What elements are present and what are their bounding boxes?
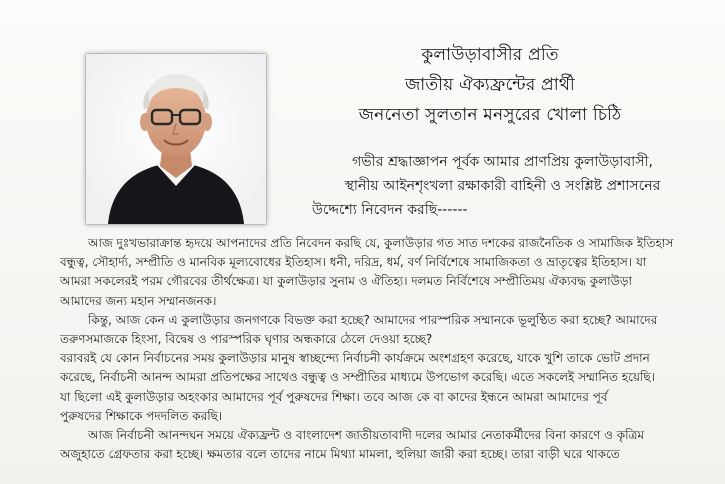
body-line: তরুণসমাজকে হিংসা, বিদ্বেষ ও পারস্পরিক ঘৃণার অন্ধকারে ঠেলে দেওয়া হচ্ছে? bbox=[60, 332, 433, 347]
body-line: পুরুষদের শিক্ষাকে পদদলিত করছি। bbox=[60, 408, 223, 423]
paragraph-1 bbox=[32, 234, 702, 311]
body-line: অজুহাতে গ্রেফতার করা হচ্ছে। ক্ষমতার বলে তাদের নামে মিথ্যা মামলা, হুলিয়া জারী করা হচ্ছে। তারা বাড়ী ঘরে থাকতে bbox=[60, 447, 620, 462]
paragraph-4 bbox=[32, 426, 702, 464]
letter-body bbox=[32, 234, 702, 464]
candidate-portrait bbox=[86, 54, 266, 224]
salutation-line-3: উদ্দেশ্যে নিবেদন করছি------ bbox=[312, 202, 468, 218]
paragraph-3 bbox=[32, 349, 702, 426]
salutation-line-2: স্থানীয় আইনশৃংখলা রক্ষাকারী বাহিনী ও সংশ্লিষ্ট প্রশাসনের bbox=[344, 178, 661, 194]
headline-line-2: জাতীয় ঐক্যফ্রন্টের প্রার্থী bbox=[405, 75, 575, 95]
body-line: আজ দুঃখভারাক্রান্ত হৃদয়ে আপনাদের প্রতি নিবেদন করছি যে, কুলাউড়ার গত সাত দশকের রাজনৈতিক ও সামাজিক ইতিহাস bbox=[88, 236, 674, 250]
body-line: বন্ধুত্ব, সৌহার্দ্য, সম্প্রীতি ও মানবিক মূল্যবোধের ইতিহাস। ধনী, দরিদ্র, ধর্ম, বর্ণ নির্বিশেষে সামাজিকতা ও ভ্রাতৃত্বের ইতিহাস। যা bbox=[60, 255, 647, 270]
body-line: আমরা সকলেরই পরম গৌরবের তীর্থক্ষেত্র। যা কুলাউড়ার সুনাম ও ঐতিহ্য। দলমত নির্বিশেষে সম্প্রীতিময় ঐক্যবদ্ধ কুলাউড়া bbox=[60, 274, 632, 289]
letter-headline bbox=[300, 40, 680, 130]
body-line: কিন্তু, আজ কেন এ কুলাউড়ার জনগণকে বিভক্ত করা হচ্ছে? আমাদের পারস্পরিক সম্মানকে ভূলুণ্ঠিত করা হচ্ছে? আমাদের bbox=[88, 312, 658, 327]
salutation-line-1: গভীর শ্রদ্ধাজ্ঞাপন পূর্বক আমার প্রাণপ্রিয় কুলাউড়াবাসী, bbox=[352, 154, 653, 170]
body-line: বরাবরই যে কোন নির্বাচনের সময় কুলাউড়ার মানুষ স্বাচ্ছন্দ্যে নির্বাচনী কার্যক্রমে অংশগ্রহণ করেছে, যাকে খুশি তাকে ভোট প্রদান bbox=[60, 351, 650, 366]
body-line: যা ছিলো এই কুলাউড়ার অহংকার আমাদের পূর্ব পুরুষদের শিক্ষা। তবে আজ কে বা কাদের ইন্ধনে আমরা আমাদের পূর্ব bbox=[60, 389, 608, 404]
body-line: করেছে, নির্বাচনী আনন্দ আমরা প্রতিপক্ষের সাথেও বন্ধুত্ব ও সম্প্রীতির মাধ্যমে উপভোগ করেছি। এতে সকলেই সম্মানিত হয়েছি। bbox=[60, 370, 655, 385]
headline-line-3: জননেতা সুলতান মনসুরের খোলা চিঠি bbox=[358, 105, 622, 125]
paragraph-2 bbox=[32, 311, 702, 349]
headline-line-1: কুলাউড়াবাসীর প্রতি bbox=[421, 45, 559, 65]
body-line: আমাদের জন্য মহান সম্মানজনক। bbox=[60, 293, 217, 308]
body-line: আজ নির্বাচনী আনন্দঘন সময়ে ঐক্যফ্রন্ট ও বাংলাদেশ জাতীয়তাবাদী দলের আমার নেতাকর্মীদের বিনা কারণে ও কৃত্রিম bbox=[88, 428, 645, 443]
salutation-block bbox=[300, 150, 705, 222]
portrait-image bbox=[86, 54, 266, 224]
